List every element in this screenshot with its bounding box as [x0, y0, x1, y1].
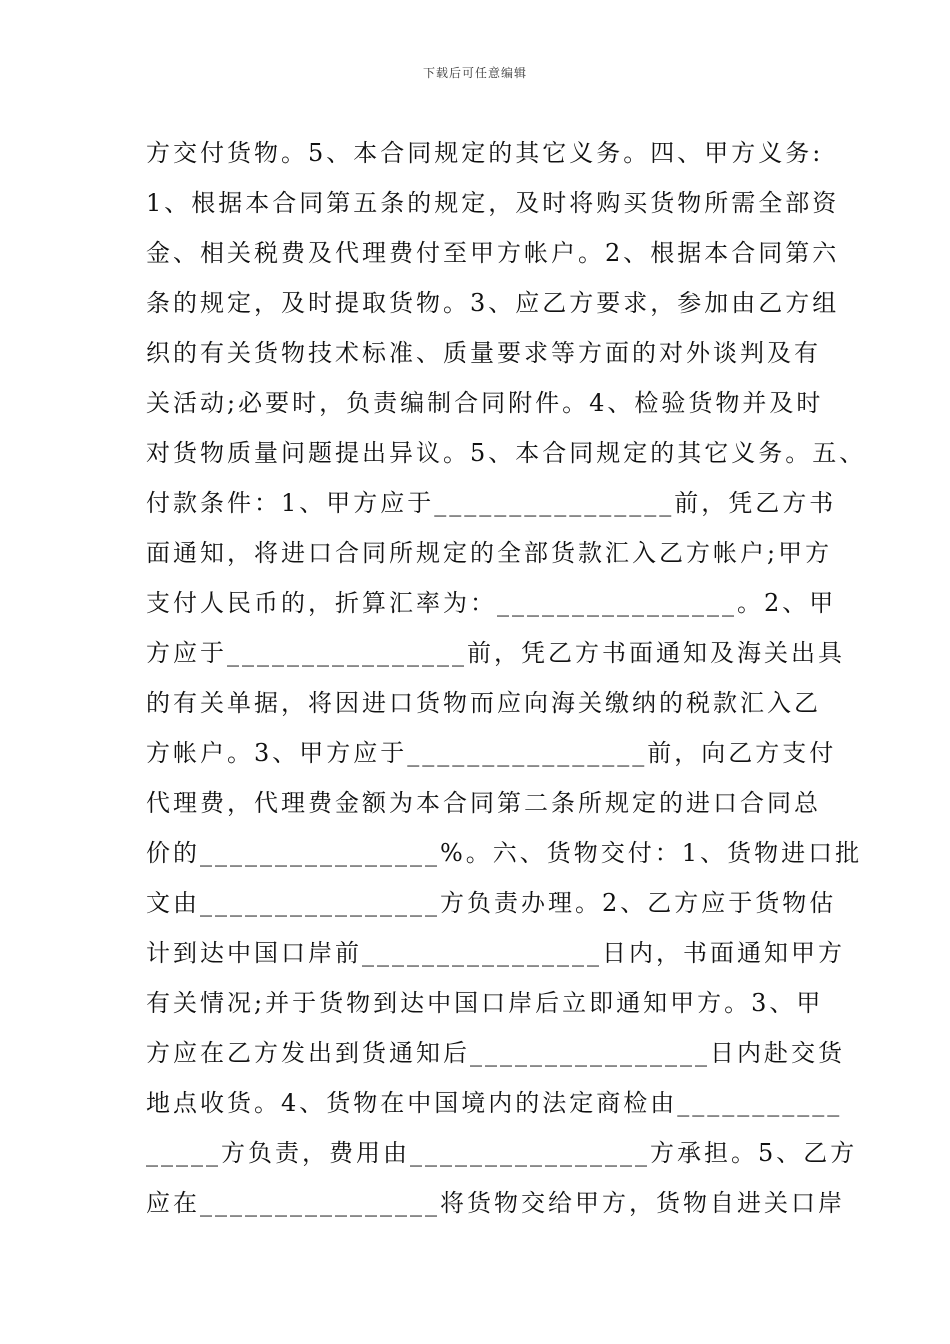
text-line: 支付人民币的，折算汇率为：________________。2、甲: [146, 589, 837, 617]
text-line: 方应在乙方发出到货通知后________________日内赴交货: [146, 1039, 845, 1067]
text-line: 条的规定，及时提取货物。3、应乙方要求，参加由乙方组: [146, 289, 840, 317]
text-line: 价的________________%。六、货物交付：1、货物进口批: [146, 839, 863, 867]
text-line: 关活动;必要时，负责编制合同附件。4、检验货物并及时: [146, 389, 824, 417]
text-line: 代理费，代理费金额为本合同第二条所规定的进口合同总: [146, 789, 821, 817]
text-line: 面通知，将进口合同所规定的全部货款汇入乙方帐户;甲方: [146, 539, 833, 567]
text-line: 方应于________________前，凭乙方书面通知及海关出具: [146, 639, 845, 667]
text-line: 的有关单据，将因进口货物而应向海关缴纳的税款汇入乙: [146, 689, 821, 717]
text-line: 地点收货。4、货物在中国境内的法定商检由___________: [146, 1089, 843, 1117]
text-line: 付款条件：1、甲方应于________________前，凭乙方书: [146, 489, 837, 517]
text-line: 织的有关货物技术标准、质量要求等方面的对外谈判及有: [146, 339, 821, 367]
document-body: [146, 128, 867, 1228]
text-line: 方交付货物。5、本合同规定的其它义务。四、甲方义务:: [146, 139, 824, 167]
text-line: 1、根据本合同第五条的规定，及时将购买货物所需全部资: [146, 189, 840, 217]
text-line: 应在________________将货物交给甲方，货物自进关口岸: [146, 1189, 845, 1217]
text-line: 方帐户。3、甲方应于________________前，向乙方支付: [146, 739, 837, 767]
text-line: 金、相关税费及代理费付至甲方帐户。2、根据本合同第六: [146, 239, 840, 267]
text-line: 有关情况;并于货物到达中国口岸后立即通知甲方。3、甲: [146, 989, 824, 1017]
text-line: 计到达中国口岸前________________日内，书面通知甲方: [146, 939, 845, 967]
text-line: _____方负责，费用由________________方承担。5、乙方: [146, 1139, 858, 1167]
text-line: 对货物质量问题提出异议。5、本合同规定的其它义务。五、: [146, 439, 867, 467]
page-header: 下载后可任意编辑: [422, 66, 527, 80]
text-line: 文由________________方负责办理。2、乙方应于货物估: [146, 889, 837, 917]
